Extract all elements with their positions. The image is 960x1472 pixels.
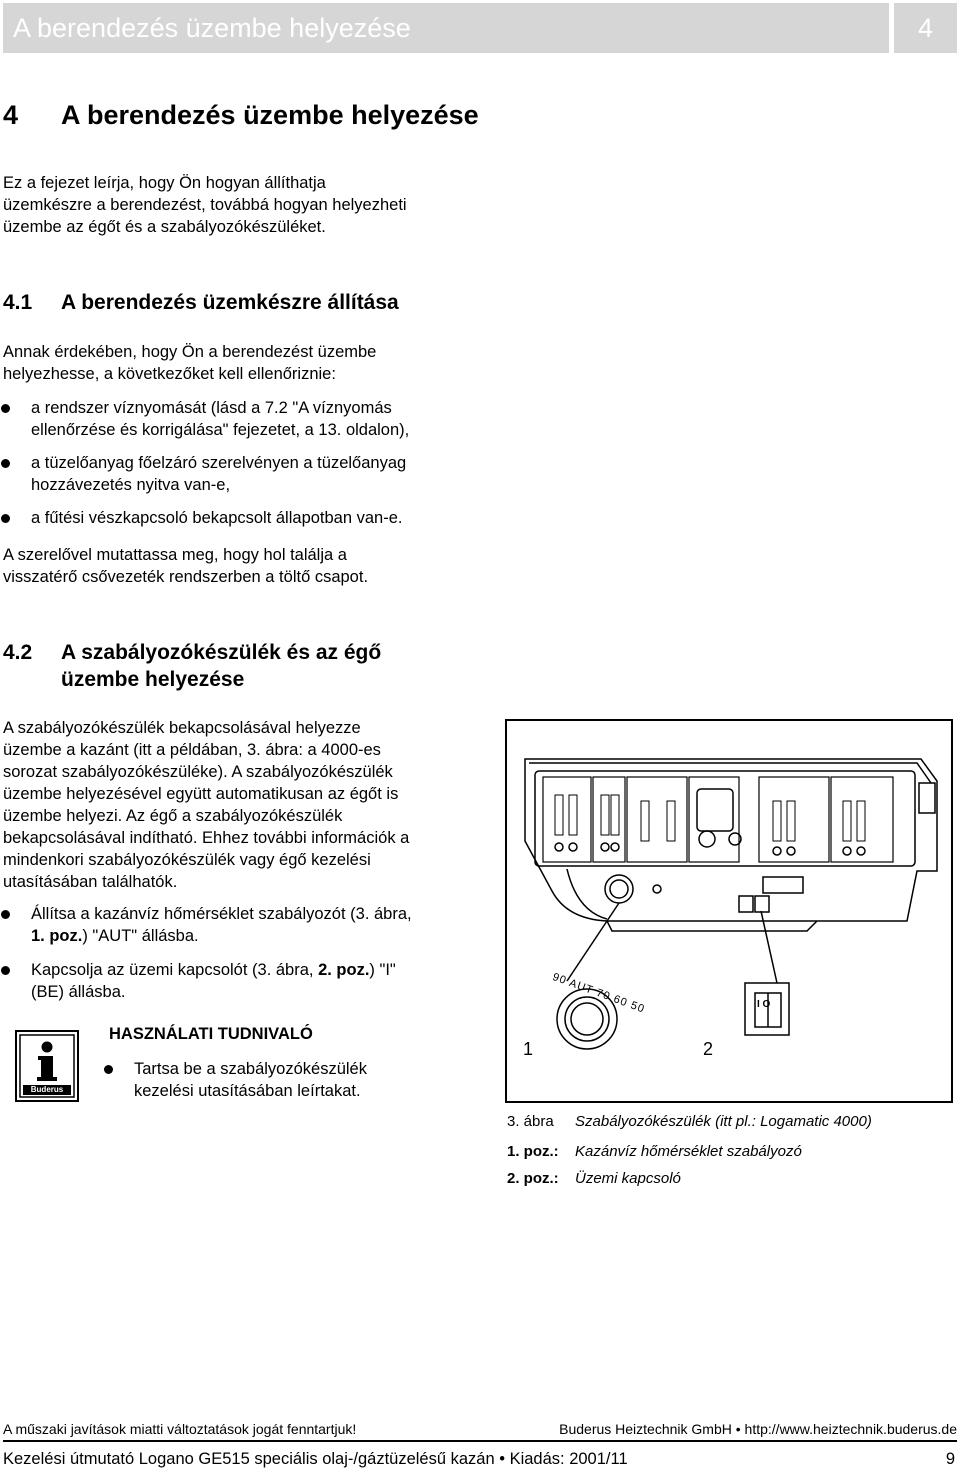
step-item: Kapcsolja az üzemi kapcsolót (3. ábra, 2. poz.) "I" (BE) állásba. <box>31 961 396 1001</box>
header-title: A berendezés üzembe helyezése <box>3 3 889 53</box>
header-chapter-number: 4 <box>894 3 957 53</box>
footer-disclaimer: A műszaki javítások miatti változtatások jogát fenntartjuk! <box>3 1421 357 1437</box>
info-icon <box>15 1030 79 1102</box>
figure-caption-label: 3. ábra <box>507 1113 554 1130</box>
footer-company: Buderus Heiztechnik GmbH • http://www.heiztechnik.buderus.de <box>559 1421 957 1437</box>
section-4-1-number: 4.1 <box>3 291 33 314</box>
list-item: a tüzelőanyag főelzáró szerelvényen a tüzelőanyag hozzávezetés nyitva van-e, <box>31 454 407 494</box>
section-4-1-closing: A szerelővel mutattassa meg, hogy hol találja a visszatérő csővezeték rendszerben a töltő csapot. <box>3 546 369 586</box>
section-4-2-title: A szabályozókészülék és az égő üzembe helyezése <box>61 641 382 691</box>
chapter-number: 4 <box>3 100 19 130</box>
brand-label: Buderus <box>30 1085 64 1094</box>
pos2-text: Üzemi kapcsoló <box>575 1170 681 1187</box>
list-item: a rendszer víznyomását (lásd a 7.2 "A víznyomás ellenőrzése és korrigálása" fejezetet, a 13. oldalon), <box>31 399 410 439</box>
chapter-title: A berendezés üzembe helyezése <box>61 100 479 130</box>
dial-scale-label: 90 AUT 70 60 50 <box>550 971 647 1016</box>
notice-title: HASZNÁLATI TUDNIVALÓ <box>109 1025 313 1043</box>
page-number: 9 <box>945 1450 955 1468</box>
intro-paragraph: Ez a fejezet leírja, hogy Ön hogyan állíthatja üzemkészre a berendezést, továbbá hogyan helyezheti üzembe az égőt és a szabályozókészüléket. <box>3 174 407 236</box>
figure-frame <box>505 719 953 1103</box>
switch-label: I O <box>757 999 771 1010</box>
pos1-label: 1. poz.: <box>507 1143 559 1160</box>
section-4-1-title: A berendezés üzemkészre állítása <box>61 291 399 314</box>
footer-manual: Kezelési útmutató Logano GE515 speciális olaj-/gáztüzelésű kazán • Kiadás: 2001/11 <box>3 1450 628 1468</box>
step-item: Állítsa a kazánvíz hőmérséklet szabályozót (3. ábra, 1. poz.) "AUT" állásba. <box>31 905 412 945</box>
section-4-2-body: A szabályozókészülék bekapcsolásával helyezze üzembe a kazánt (itt a példában, 3. ábra: a 4000-es sorozat szabályozókészüléke). A szabályozókészülék üzembe helyezésével együtt automatikusan az égőt is üzembe helyezi. Az égő a szabályozókészülék bekapcsolásával indítható. Ehhez további információk a mindenkori szabályozókészülék vagy égő kezelési utasításában találhatók. <box>3 719 410 891</box>
notice-bullet: Tartsa be a szabályozókészülék kezelési utasításában leírtakat. <box>134 1060 367 1100</box>
pos1-text: Kazánvíz hőmérséklet szabályozó <box>575 1143 802 1160</box>
callout-2: 2 <box>703 1039 714 1059</box>
list-item: a fűtési vészkapcsoló bekapcsolt állapotban van-e. <box>31 509 403 527</box>
figure-caption: Szabályozókészülék (itt pl.: Logamatic 4000) <box>575 1113 872 1130</box>
footer-rule <box>3 1440 957 1442</box>
section-4-2-number: 4.2 <box>3 641 33 664</box>
controller-illustration <box>507 721 951 1101</box>
pos2-label: 2. poz.: <box>507 1170 559 1187</box>
section-4-1-lead: Annak érdekében, hogy Ön a berendezést üzembe helyezhesse, a következőket kell ellenőriznie: <box>3 343 377 383</box>
callout-1: 1 <box>523 1039 534 1059</box>
